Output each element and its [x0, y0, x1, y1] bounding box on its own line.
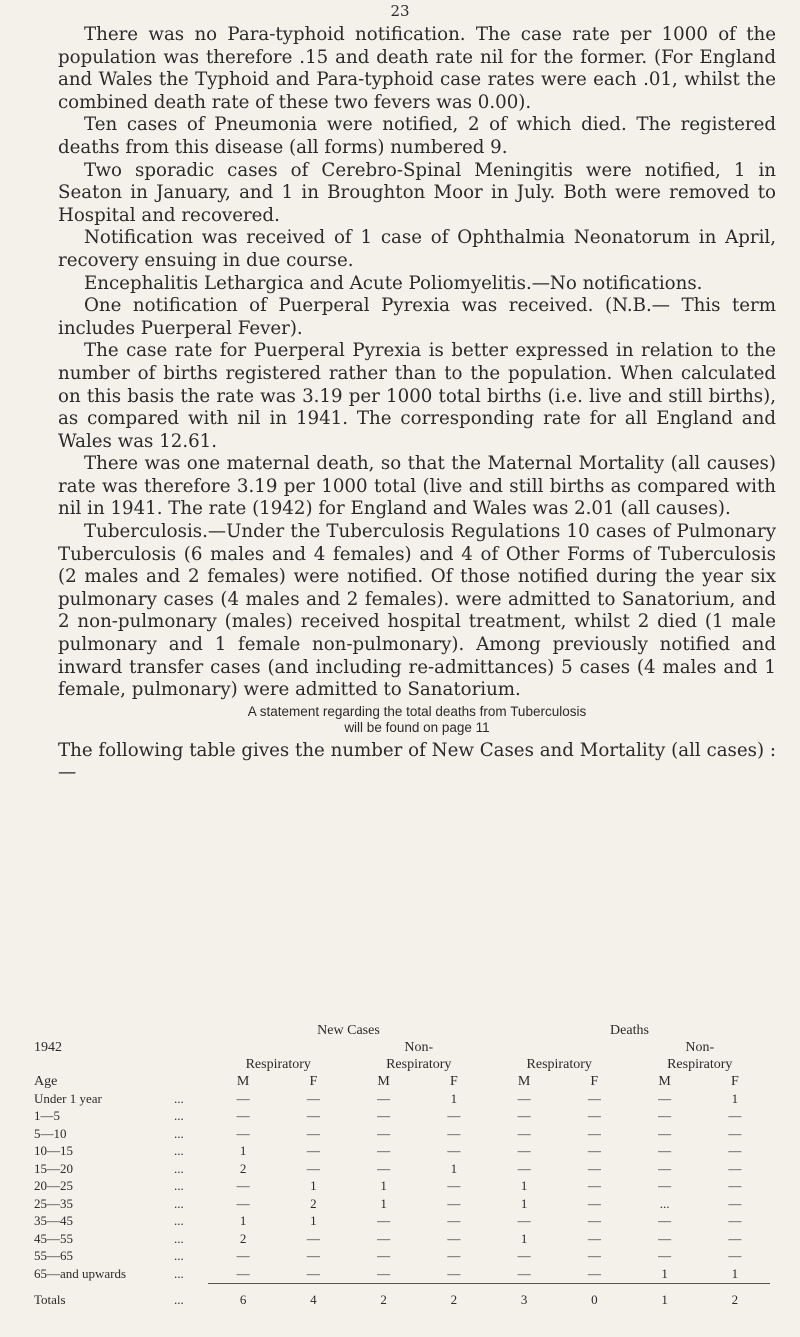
total-cell: 4 [278, 1283, 348, 1309]
age-cell: 20—25 [34, 1178, 73, 1194]
leader-dots: ... [174, 1213, 184, 1229]
value-cell: — [306, 1248, 320, 1264]
female-heading: F [309, 1073, 318, 1089]
value-cell: — [587, 1178, 601, 1194]
body-text [58, 24, 776, 785]
value-cell: — [587, 1143, 601, 1159]
leader-dots: ... [174, 1178, 184, 1194]
value-cell: 1 [731, 1265, 739, 1281]
value-cell: 2 [239, 1230, 247, 1246]
value-cell: — [587, 1265, 601, 1281]
value-cell: — [447, 1265, 461, 1281]
value-cell: 1 [520, 1195, 528, 1211]
table-header-row [30, 1056, 770, 1073]
value-cell: — [236, 1195, 250, 1211]
value-cell: — [728, 1195, 742, 1211]
paragraph-case-rate: The case rate for Puerperal Pyrexia is better expressed in relation to the number of births registered rather than to the population. When calculated on this basis the rate was 3.19 per 1000 total births (i.e. live and still births), as compared with nil in 1941. The corresponding rate for all England and Wales was 12.61. [58, 340, 776, 452]
value-cell: — [517, 1213, 531, 1229]
table-header-row [30, 1039, 770, 1056]
female-heading: F [590, 1073, 599, 1089]
value-cell: 1 [239, 1143, 247, 1159]
page-number: 23 [390, 2, 410, 20]
leader-dots: ... [174, 1266, 184, 1281]
value-cell: — [728, 1213, 742, 1229]
female-heading: F [730, 1073, 739, 1089]
value-cell: — [306, 1230, 320, 1246]
table-row [30, 1090, 770, 1108]
deaths-heading: Deaths [610, 1022, 649, 1038]
age-cell: 55—65 [34, 1248, 73, 1264]
total-cell: 6 [208, 1283, 278, 1309]
leader-dots: ... [174, 1160, 184, 1176]
value-cell: — [728, 1230, 742, 1246]
value-cell: — [306, 1108, 320, 1124]
age-cell: 45—55 [34, 1230, 73, 1246]
paragraph-para-typhoid: There was no Para-typhoid notification. The case rate per 1000 of the population was therefore .15 and death rate nil for the former. (For England and Wales the Typhoid and Para-typhoid case rates were each .01, whilst the combined death rate of these two fevers was 0.00). [58, 24, 776, 113]
age-cell: 15—20 [34, 1160, 73, 1176]
age-cell: 1—5 [34, 1108, 60, 1124]
value-cell: — [447, 1178, 461, 1194]
paragraph-encephalitis: Encephalitis Lethargica and Acute Poliomyelitis.—No notifications. [84, 272, 703, 294]
total-cell: 2 [419, 1283, 489, 1309]
male-heading: M [377, 1073, 390, 1089]
leader-dots: ... [174, 1292, 184, 1307]
value-cell: — [377, 1213, 391, 1229]
value-cell: — [587, 1125, 601, 1141]
value-cell: — [728, 1143, 742, 1159]
value-cell: — [658, 1160, 672, 1176]
table-intro: The following table gives the number of New Cases and Mortality (all cases) :— [58, 739, 776, 784]
value-cell: — [517, 1160, 531, 1176]
value-cell: — [236, 1108, 250, 1124]
value-cell: — [236, 1248, 250, 1264]
value-cell: — [306, 1125, 320, 1141]
total-cell: 2 [700, 1283, 770, 1309]
value-cell: 1 [450, 1160, 458, 1176]
new-cases-heading: New Cases [317, 1022, 380, 1038]
value-cell: — [447, 1195, 461, 1211]
male-heading: M [517, 1073, 531, 1089]
age-cell: 35—45 [34, 1213, 73, 1229]
tuberculosis-note [58, 704, 776, 736]
respiratory-heading: Respiratory [386, 1056, 452, 1072]
respiratory-heading: Respiratory [667, 1056, 733, 1072]
age-cell: 5—10 [34, 1125, 67, 1141]
value-cell: 1 [380, 1195, 387, 1211]
value-cell: — [447, 1230, 461, 1246]
female-heading: F [449, 1073, 458, 1089]
value-cell: 1 [380, 1178, 387, 1194]
value-cell: — [306, 1143, 320, 1159]
value-cell: — [517, 1248, 531, 1264]
value-cell: — [306, 1160, 320, 1176]
male-heading: M [236, 1073, 250, 1089]
value-cell: 1 [520, 1230, 528, 1246]
value-cell: — [658, 1125, 672, 1141]
paragraph-meningitis: Two sporadic cases of Cerebro-Spinal Meningitis were notified, 1 in Seaton in January, and 1 in Broughton Moor in July. Both were removed to Hospital and recovered. [58, 159, 776, 226]
value-cell: — [728, 1108, 742, 1124]
value-cell: 1 [310, 1178, 317, 1194]
value-cell: — [517, 1143, 531, 1159]
table-row [30, 1195, 770, 1213]
table-row [30, 1213, 770, 1231]
value-cell: 2 [310, 1195, 317, 1211]
value-cell: — [728, 1248, 742, 1264]
value-cell: — [377, 1160, 391, 1176]
value-cell: 1 [310, 1213, 317, 1229]
table-row [30, 1230, 770, 1248]
table-header-row [30, 1022, 770, 1039]
respiratory-heading: Respiratory [526, 1056, 592, 1072]
table-row [30, 1178, 770, 1196]
total-cell: 1 [629, 1283, 699, 1309]
table-row [30, 1143, 770, 1161]
value-cell: — [377, 1265, 391, 1281]
value-cell: — [236, 1125, 250, 1141]
value-cell: — [377, 1125, 391, 1141]
value-cell: — [587, 1248, 601, 1264]
male-heading: M [658, 1073, 671, 1089]
total-cell: 0 [559, 1283, 629, 1309]
value-cell: — [587, 1090, 601, 1106]
paragraph-tuberculosis: Tuberculosis.—Under the Tuberculosis Regulations 10 cases of Pulmonary Tuberculosis (6 males and 4 females) and 4 of Other Forms of Tuberculosis (2 males and 2 females) were notified. Of those notified during the year six pulmonary cases (4 males and 2 females). were admitted to Sanatorium, and 2 non-pulmonary (males) received hospital treatment, whilst 2 died (1 male pulmonary and 1 female non-pulmonary). Among previously notified and inward transfer cases (and including re-admittances) 5 cases (4 males and 1 female, pulmonary) were admitted to Sanatorium. [58, 521, 776, 701]
value-cell: 1 [661, 1265, 668, 1281]
table-row [30, 1125, 770, 1143]
value-cell: 1 [450, 1090, 458, 1106]
value-cell: — [587, 1230, 601, 1246]
value-cell: — [377, 1230, 391, 1246]
value-cell: — [377, 1090, 391, 1106]
value-cell: ... [659, 1195, 670, 1211]
leader-dots: ... [174, 1090, 184, 1106]
paragraph-pneumonia: Ten cases of Pneumonia were notified, 2 of which died. The registered deaths from this disease (all forms) numbered 9. [58, 114, 776, 158]
age-cell: 10—15 [34, 1143, 73, 1159]
value-cell: — [306, 1265, 320, 1281]
value-cell: — [447, 1248, 461, 1264]
age-cell: 25—35 [34, 1195, 73, 1211]
year-heading: 1942 [34, 1039, 62, 1055]
value-cell: — [728, 1160, 742, 1176]
paragraph-ophthalmia: Notification was received of 1 case of Ophthalmia Neonatorum in April, recovery ensuing in due course. [58, 227, 776, 271]
value-cell: — [658, 1230, 672, 1246]
value-cell: — [517, 1108, 531, 1124]
non-heading: Non- [404, 1039, 434, 1055]
leader-dots: ... [174, 1108, 184, 1124]
value-cell: — [236, 1265, 250, 1281]
value-cell: — [587, 1195, 601, 1211]
value-cell: — [377, 1108, 391, 1124]
value-cell: — [658, 1178, 672, 1194]
respiratory-heading: Respiratory [245, 1056, 311, 1072]
totals-label: Totals [34, 1292, 66, 1307]
value-cell: — [447, 1143, 461, 1159]
value-cell: — [377, 1248, 391, 1264]
table-row [30, 1265, 770, 1283]
non-heading: Non- [685, 1039, 715, 1055]
table-row [30, 1160, 770, 1178]
value-cell: — [658, 1248, 672, 1264]
age-cell: Under 1 year [34, 1090, 102, 1106]
total-cell: 2 [348, 1283, 418, 1309]
value-cell: — [587, 1160, 601, 1176]
value-cell: 2 [239, 1160, 247, 1176]
value-cell: — [236, 1178, 250, 1194]
value-cell: — [447, 1108, 461, 1124]
value-cell: — [587, 1108, 601, 1124]
value-cell: — [306, 1090, 320, 1106]
value-cell: — [658, 1143, 672, 1159]
value-cell: — [517, 1265, 531, 1281]
value-cell: — [658, 1090, 672, 1106]
leader-dots: ... [174, 1195, 184, 1211]
paragraph-maternal-death: There was one maternal death, so that the Maternal Mortality (all causes) rate was therefore 3.19 per 1000 total (live and still births as compared with nil in 1941. The rate (1942) for England and Wales was 2.01 (all causes). [58, 453, 776, 520]
value-cell: 1 [520, 1178, 528, 1194]
table-row [30, 1108, 770, 1126]
tuberculosis-table [30, 1022, 770, 1309]
value-cell: — [447, 1125, 461, 1141]
value-cell: 1 [239, 1213, 247, 1229]
table-row [30, 1248, 770, 1266]
leader-dots: ... [174, 1125, 184, 1141]
value-cell: — [587, 1213, 601, 1229]
value-cell: — [658, 1213, 672, 1229]
leader-dots: ... [174, 1230, 184, 1246]
leader-dots: ... [174, 1143, 184, 1159]
value-cell: — [517, 1090, 531, 1106]
leader-dots: ... [174, 1248, 184, 1264]
totals-row [30, 1283, 770, 1309]
value-cell: — [658, 1108, 672, 1124]
value-cell: 1 [731, 1090, 739, 1106]
note-line: A statement regarding the total deaths from Tuberculosis [247, 703, 587, 719]
value-cell: — [728, 1125, 742, 1141]
value-cell: — [377, 1143, 391, 1159]
value-cell: — [728, 1178, 742, 1194]
total-cell: 3 [489, 1283, 559, 1309]
value-cell: — [517, 1125, 531, 1141]
paragraph-puerperal: One notification of Puerperal Pyrexia was received. (N.B.— This term includes Puerperal Fever). [58, 295, 776, 339]
age-heading: Age [34, 1073, 58, 1089]
value-cell: — [447, 1213, 461, 1229]
age-cell: 65—and upwards [34, 1266, 127, 1281]
value-cell: — [236, 1090, 250, 1106]
note-line: will be found on page 11 [344, 719, 490, 735]
table-header-row [30, 1073, 770, 1090]
